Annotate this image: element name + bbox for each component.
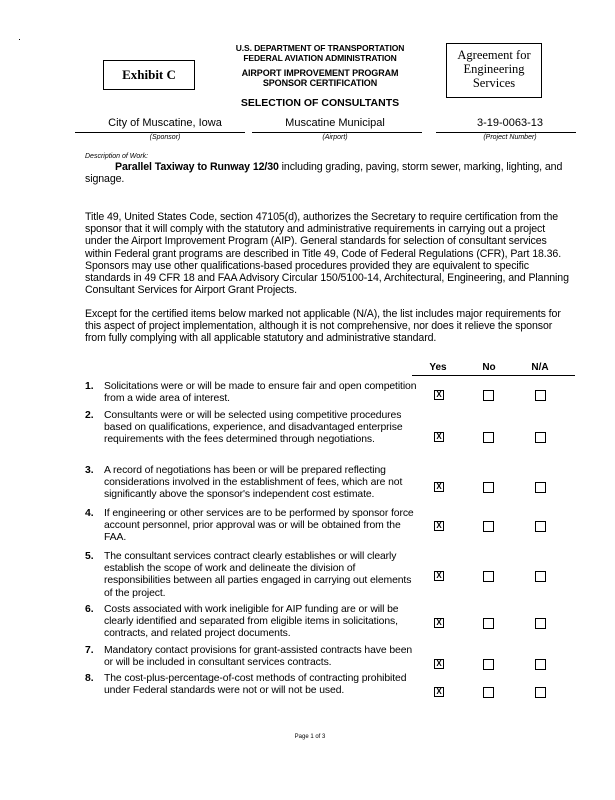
agency-line-2: FEDERAL AVIATION ADMINISTRATION (243, 53, 397, 63)
airport-underline (252, 132, 422, 133)
item-text: Costs associated with work ineligible for AIP funding are or will be clearly identified and separated from eligible items in solicitations, contracts, and related project documents. (104, 604, 399, 640)
description-rest: including grading, paving, storm sewer, marking, lighting, and signage. (85, 161, 563, 186)
checkbox-na[interactable] (535, 618, 546, 629)
agreement-line-2: Engineering (463, 62, 525, 76)
description-text (85, 161, 565, 185)
sponsor-value: City of Muscatine, Iowa (108, 117, 222, 129)
column-header-rule (412, 375, 575, 376)
document-title: SELECTION OF CONSULTANTS (240, 97, 400, 109)
agreement-line-1: Agreement for (457, 48, 531, 62)
project-number-caption: (Project Number) (483, 134, 537, 141)
scan-speck (19, 39, 20, 40)
checkbox-na[interactable] (535, 390, 546, 401)
airport-value: Muscatine Municipal (285, 117, 385, 129)
agency-line-1: U.S. DEPARTMENT OF TRANSPORTATION (235, 43, 405, 53)
checkbox-na[interactable] (535, 482, 546, 493)
description-bold: Parallel Taxiway to Runway 12/30 (115, 161, 279, 173)
program-line-2: SPONSOR CERTIFICATION (262, 78, 378, 88)
check-mark-icon: X (436, 571, 442, 580)
sponsor-caption: (Sponsor) (149, 134, 181, 141)
description-label: Description of Work: (85, 153, 149, 160)
checkbox-na[interactable] (535, 571, 546, 582)
checkbox-no[interactable] (483, 659, 494, 670)
item-text: Mandatory contact provisions for grant-assisted contracts have been or will be included in consultant services contracts. (104, 645, 413, 669)
item-number: 3. (85, 465, 94, 476)
intro-paragraph: Title 49, United States Code, section 47105(d), authorizes the Secretary to require certification from the sponsor that it will comply with the statutory and administrative requirements in carrying out a project under the Airport Improvement Program (AIP). General standards for selection of consultant services within Federal grant programs are described in Title 49, Code of Federal Regulations (CFR), Part 18.36. Sponsors may use other qualifications-based procedures provided they are equivalent to specific standards in 49 CFR 18 and FAA Advisory Circular 150/5100-14, Architectural, Engineering, and Planning Consultant Services for Airport Grant Projects. (85, 211, 569, 297)
checkbox-no[interactable] (483, 571, 494, 582)
check-mark-icon: X (436, 432, 442, 441)
item-number: 7. (85, 645, 94, 656)
checkbox-na[interactable] (535, 521, 546, 532)
checkbox-yes[interactable] (434, 482, 444, 492)
item-text: The cost-plus-percentage-of-cost methods of contracting prohibited under Federal standards were not or will not be used. (104, 673, 407, 697)
checkbox-no[interactable] (483, 687, 494, 698)
item-text: A record of negotiations has been or will be prepared reflecting considerations involved in the establishment of fees, which are not significantly above the sponsor's independent cost estimate. (104, 465, 403, 501)
agreement-box (446, 43, 542, 98)
item-number: 8. (85, 673, 94, 684)
item-text: Consultants were or will be selected using competitive procedures based on qualifications, experience, and disadvantaged enterprise requirements with the fees determined through negotiations. (104, 410, 403, 446)
checkbox-yes[interactable] (434, 521, 444, 531)
agreement-line-3: Services (472, 76, 516, 90)
project-number-underline (436, 132, 576, 133)
checkbox-no[interactable] (483, 521, 494, 532)
checkbox-na[interactable] (535, 659, 546, 670)
checkbox-yes[interactable] (434, 432, 444, 442)
checkbox-na[interactable] (535, 687, 546, 698)
exception-paragraph: Except for the certified items below marked not applicable (N/A), the list includes major requirements for this aspect of project implementation, although it is not comprehensive, nor does it relieve the sponsor from fully complying with all applicable statutory and administrative standard. (85, 308, 561, 345)
check-mark-icon: X (436, 482, 442, 491)
check-mark-icon: X (436, 390, 442, 399)
check-mark-icon: X (436, 659, 442, 668)
item-number: 1. (85, 381, 94, 392)
checkbox-no[interactable] (483, 390, 494, 401)
checkbox-no[interactable] (483, 482, 494, 493)
checkbox-no[interactable] (483, 618, 494, 629)
checkbox-na[interactable] (535, 432, 546, 443)
item-text: If engineering or other services are to be performed by sponsor force account personnel, prior approval was or will be obtained from the FAA. (104, 508, 414, 544)
column-yes: Yes (429, 362, 447, 373)
item-number: 2. (85, 410, 94, 421)
checkbox-yes[interactable] (434, 659, 444, 669)
program-heading (210, 68, 430, 88)
exhibit-label: Exhibit C (122, 67, 176, 82)
check-mark-icon: X (436, 687, 442, 696)
item-text: The consultant services contract clearly establishes or will clearly establish the scope of work and delineate the division of responsibilities between all parties engaged in carrying out elements of the project. (104, 551, 412, 599)
checkbox-no[interactable] (483, 432, 494, 443)
check-mark-icon: X (436, 618, 442, 627)
sponsor-underline (75, 132, 245, 133)
item-text: Solicitations were or will be made to ensure fair and open competition from a wide area of interest. (104, 381, 417, 405)
column-na: N/A (531, 362, 549, 373)
column-no: No (482, 362, 496, 373)
program-line-1: AIRPORT IMPROVEMENT PROGRAM (241, 68, 399, 78)
checkbox-yes[interactable] (434, 618, 444, 628)
checkbox-yes[interactable] (434, 687, 444, 697)
project-number-value: 3-19-0063-13 (476, 117, 544, 129)
item-number: 4. (85, 508, 94, 519)
exhibit-label-box (103, 60, 195, 90)
checkbox-yes[interactable] (434, 390, 444, 400)
item-number: 6. (85, 604, 94, 615)
agency-heading (210, 43, 430, 63)
item-number: 5. (85, 551, 94, 562)
checkbox-yes[interactable] (434, 571, 444, 581)
check-mark-icon: X (436, 521, 442, 530)
airport-caption: (Airport) (322, 134, 348, 141)
page-number: Page 1 of 3 (294, 734, 326, 740)
